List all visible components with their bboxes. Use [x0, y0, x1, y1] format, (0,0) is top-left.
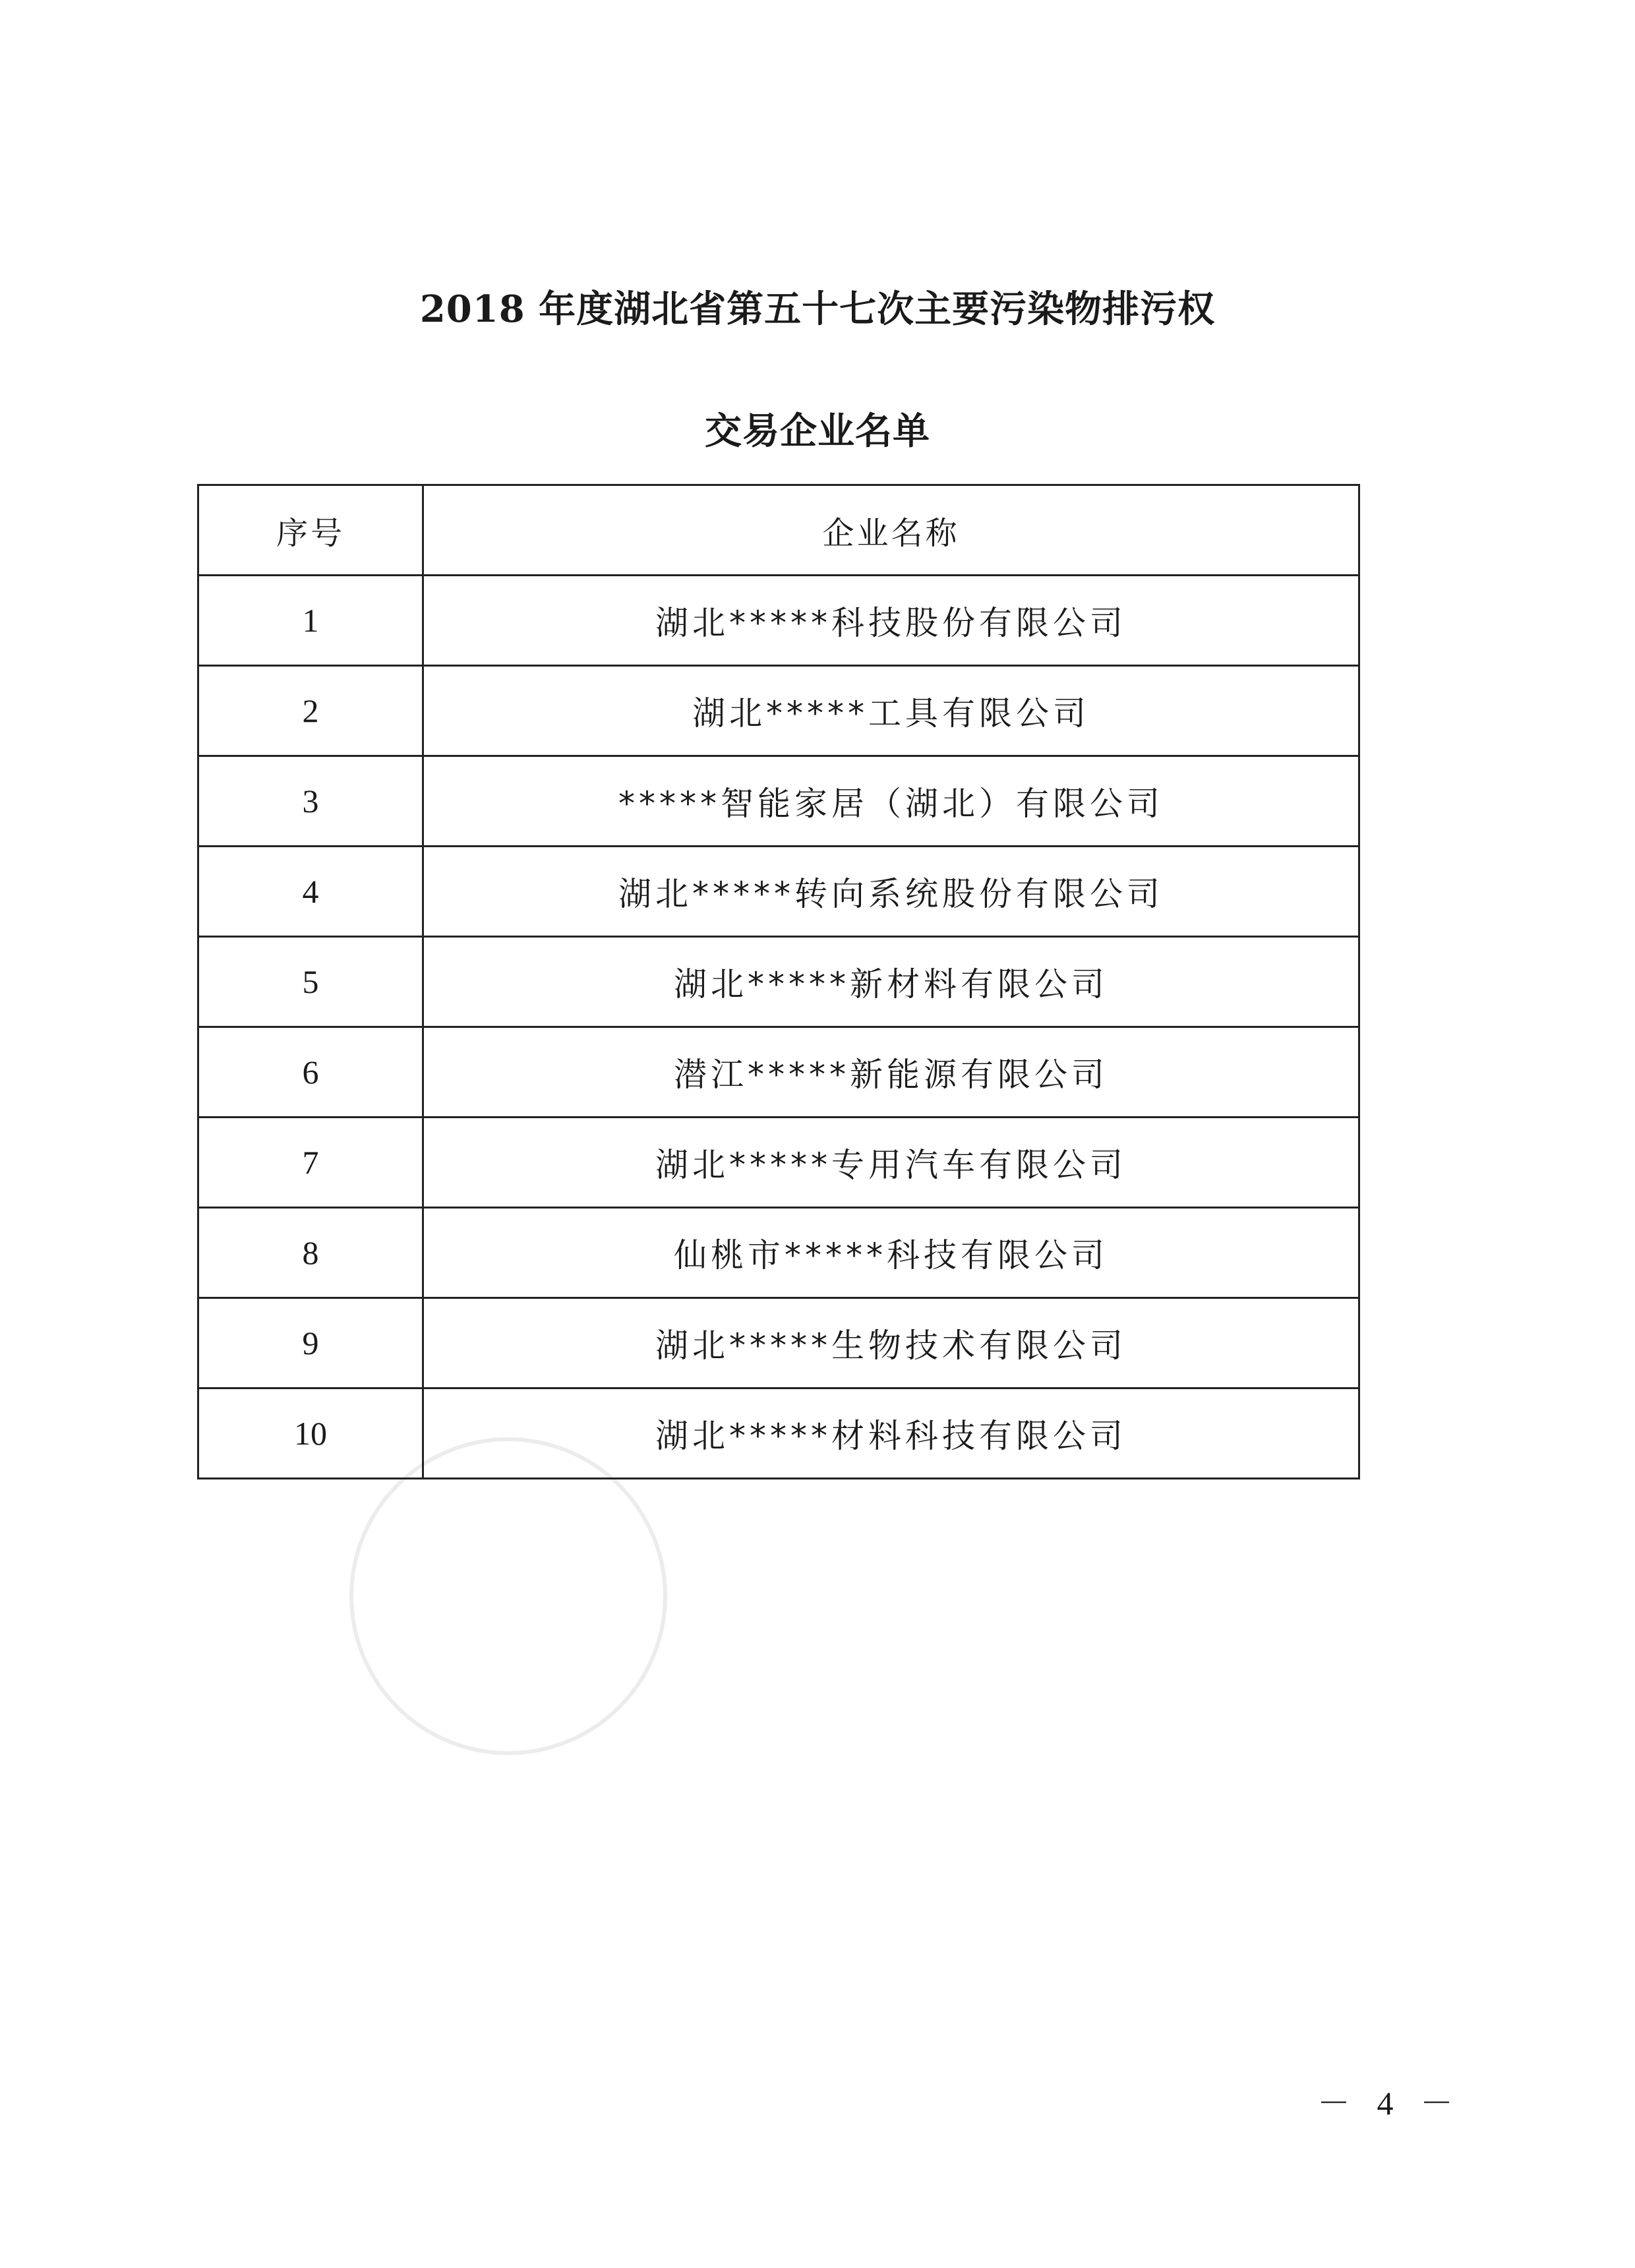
table-row — [198, 1298, 1359, 1388]
row-serial-number: 1 — [198, 576, 423, 666]
row-serial-number: 6 — [198, 1027, 423, 1118]
table-row — [198, 576, 1359, 666]
document-title-line1: 2018 年度湖北省第五十七次主要污染物排污权 — [419, 287, 1216, 331]
row-enterprise-name: 湖北*****生物技术有限公司 — [423, 1298, 1359, 1388]
table-row — [198, 666, 1359, 756]
faded-seal-stamp — [349, 1437, 667, 1755]
row-enterprise-name: 湖北*****科技股份有限公司 — [423, 576, 1359, 666]
table-row — [198, 1208, 1359, 1298]
enterprise-table — [197, 484, 1360, 1479]
row-enterprise-name: 湖北*****材料科技有限公司 — [423, 1388, 1359, 1479]
row-enterprise-name: 湖北*****新材料有限公司 — [423, 937, 1359, 1027]
row-serial-number: 2 — [198, 666, 423, 756]
table-header-row — [198, 485, 1359, 576]
table-row — [198, 1118, 1359, 1208]
table-row — [198, 937, 1359, 1027]
row-enterprise-name: *****智能家居（湖北）有限公司 — [423, 756, 1359, 847]
row-serial-number: 8 — [198, 1208, 423, 1298]
document-title-line2: 交易企业名单 — [705, 409, 930, 453]
table-body — [198, 576, 1359, 1479]
table-row — [198, 1388, 1359, 1479]
row-enterprise-name: 湖北*****转向系统股份有限公司 — [423, 847, 1359, 937]
row-enterprise-name: 湖北*****工具有限公司 — [423, 666, 1359, 756]
row-enterprise-name: 潜江*****新能源有限公司 — [423, 1027, 1359, 1118]
table-row — [198, 847, 1359, 937]
table-row — [198, 1027, 1359, 1118]
row-enterprise-name: 仙桃市*****科技有限公司 — [423, 1208, 1359, 1298]
table-row — [198, 756, 1359, 847]
header-serial-number: 序号 — [198, 485, 423, 576]
page-number: － 4 － — [1317, 2085, 1462, 2122]
row-serial-number: 9 — [198, 1298, 423, 1388]
row-serial-number: 3 — [198, 756, 423, 847]
row-serial-number: 4 — [198, 847, 423, 937]
row-serial-number: 5 — [198, 937, 423, 1027]
row-enterprise-name: 湖北*****专用汽车有限公司 — [423, 1118, 1359, 1208]
row-serial-number: 10 — [198, 1388, 423, 1479]
row-serial-number: 7 — [198, 1118, 423, 1208]
header-enterprise-name: 企业名称 — [423, 485, 1359, 576]
